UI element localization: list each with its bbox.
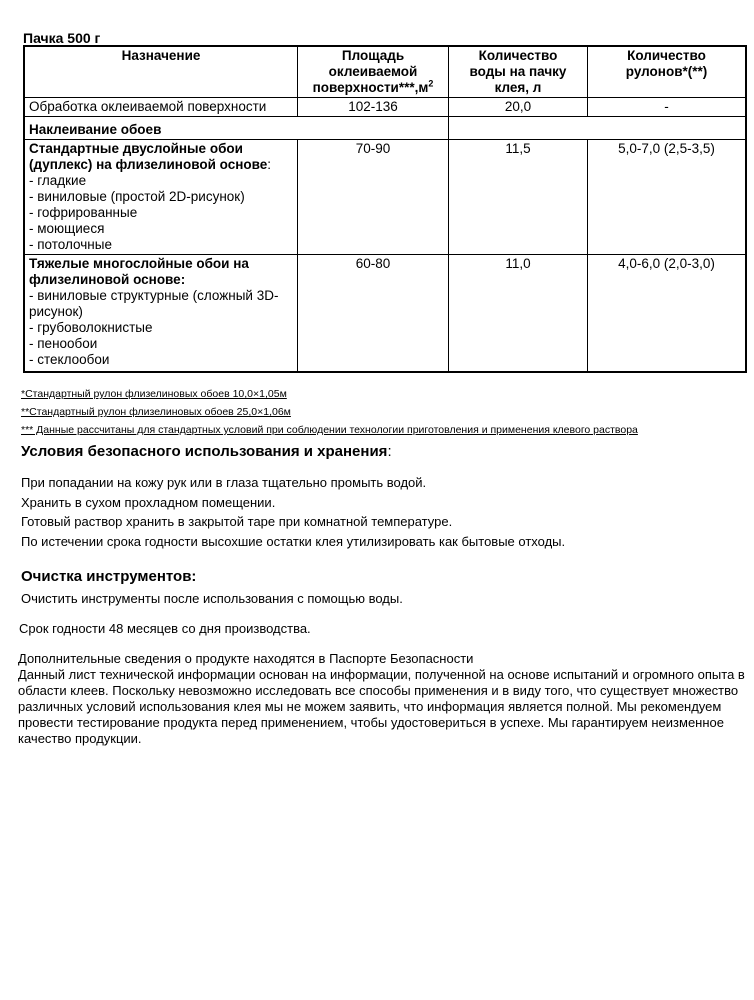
header-rolls-line: Количество xyxy=(627,48,706,63)
list-item: - пенообои xyxy=(29,336,98,351)
table-section-row xyxy=(24,117,746,140)
header-area-line xyxy=(302,80,444,96)
row-heavy-area: 60-80 xyxy=(298,255,449,373)
header-area-line: оклеиваемой xyxy=(328,64,418,79)
row-standard-title-suffix: : xyxy=(267,157,271,172)
table-row xyxy=(24,98,746,117)
header-rolls-line: рулонов*(**) xyxy=(625,64,708,79)
header-area-line: Площадь xyxy=(341,48,405,63)
list-item: - потолочные xyxy=(29,237,112,252)
header-area-unit: поверхности***,м xyxy=(312,80,429,95)
header-water xyxy=(449,46,588,98)
footnote-2: **Стандартный рулон флизелиновых обоев 25,0×1,06м xyxy=(21,406,291,418)
list-item: - гофрированные xyxy=(29,205,138,220)
row-standard-area: 70-90 xyxy=(298,140,449,255)
header-rolls xyxy=(588,46,747,98)
row-standard-description xyxy=(24,140,298,255)
header-water-line: Количество xyxy=(478,48,558,63)
table-row xyxy=(24,140,746,255)
row-heavy-water: 11,0 xyxy=(449,255,588,373)
header-water-line: клея, л xyxy=(494,80,542,95)
safety-heading xyxy=(21,443,392,460)
row-heavy-title: Тяжелые многослойные обои на флизелиновой основе: xyxy=(29,256,249,287)
list-item: - виниловые структурные (сложный 3D-рисунок) xyxy=(29,288,279,319)
row-heavy-rolls: 4,0-6,0 (2,0-3,0) xyxy=(588,255,747,373)
consumption-table xyxy=(23,45,747,373)
list-item: - гладкие xyxy=(29,173,87,188)
row-heavy-description xyxy=(24,255,298,373)
additional-info xyxy=(18,651,754,747)
row-treatment-water: 20,0 xyxy=(449,98,588,117)
section-empty-cell xyxy=(449,117,747,140)
safety-line: Готовый раствор хранить в закрытой таре при комнатной температуре. xyxy=(21,514,453,529)
safety-heading-colon: : xyxy=(387,443,392,460)
cleaning-heading: Очистка инструментов: xyxy=(21,568,197,585)
row-treatment-rolls: - xyxy=(588,98,747,117)
safety-line: По истечении срока годности высохшие остатки клея утилизировать как бытовые отходы. xyxy=(21,534,566,549)
list-item: - грубоволокнистые xyxy=(29,320,153,335)
row-treatment-area: 102-136 xyxy=(298,98,449,117)
cleaning-text: Очистить инструменты после использования с помощью воды. xyxy=(21,591,403,606)
pack-title: Пачка 500 г xyxy=(23,30,101,46)
list-item: - стеклообои xyxy=(29,352,110,367)
footnote-1: *Стандартный рулон флизелиновых обоев 10,0×1,05м xyxy=(21,388,287,400)
header-area-sup: 2 xyxy=(428,78,434,89)
section-heading: Наклеивание обоев xyxy=(24,117,449,140)
safety-line: При попадании на кожу рук или в глаза тщательно промыть водой. xyxy=(21,475,427,490)
header-area xyxy=(298,46,449,98)
list-item: - виниловые (простой 2D-рисунок) xyxy=(29,189,245,204)
row-standard-water: 11,5 xyxy=(449,140,588,255)
shelf-life: Срок годности 48 месяцев со дня производства. xyxy=(19,621,311,636)
additional-body: Данный лист технической информации основан на информации, полученной на основе испытаний и огромного опыта в области клеев. Поскольку невозможно исследовать все способы применения и в виду того, что существует множество различных условий использования клея мы не можем заявить, что информация является полной. Мы рекомендуем провести тестирование продукта перед применением, чтобы удостовериться в успехе. Мы гарантируем неизменное качество продукции. xyxy=(18,667,745,746)
header-purpose: Назначение xyxy=(24,46,298,98)
row-standard-rolls: 5,0-7,0 (2,5-3,5) xyxy=(588,140,747,255)
additional-line: Дополнительные сведения о продукте находятся в Паспорте Безопасности xyxy=(18,651,474,666)
header-water-line: воды на пачку xyxy=(469,64,567,79)
table-row xyxy=(24,255,746,373)
safety-heading-text: Условия безопасного использования и хранения xyxy=(21,443,388,460)
list-item: - моющиеся xyxy=(29,221,105,236)
safety-line: Хранить в сухом прохладном помещении. xyxy=(21,495,276,510)
footnote-3: *** Данные рассчитаны для стандартных условий при соблюдении технологии приготовления и применения клевого раствора xyxy=(21,424,638,436)
row-standard-title: Стандартные двуслойные обои (дуплекс) на флизелиновой основе xyxy=(29,141,268,172)
row-treatment-label: Обработка оклеиваемой поверхности xyxy=(24,98,298,117)
table-header-row xyxy=(24,46,746,98)
